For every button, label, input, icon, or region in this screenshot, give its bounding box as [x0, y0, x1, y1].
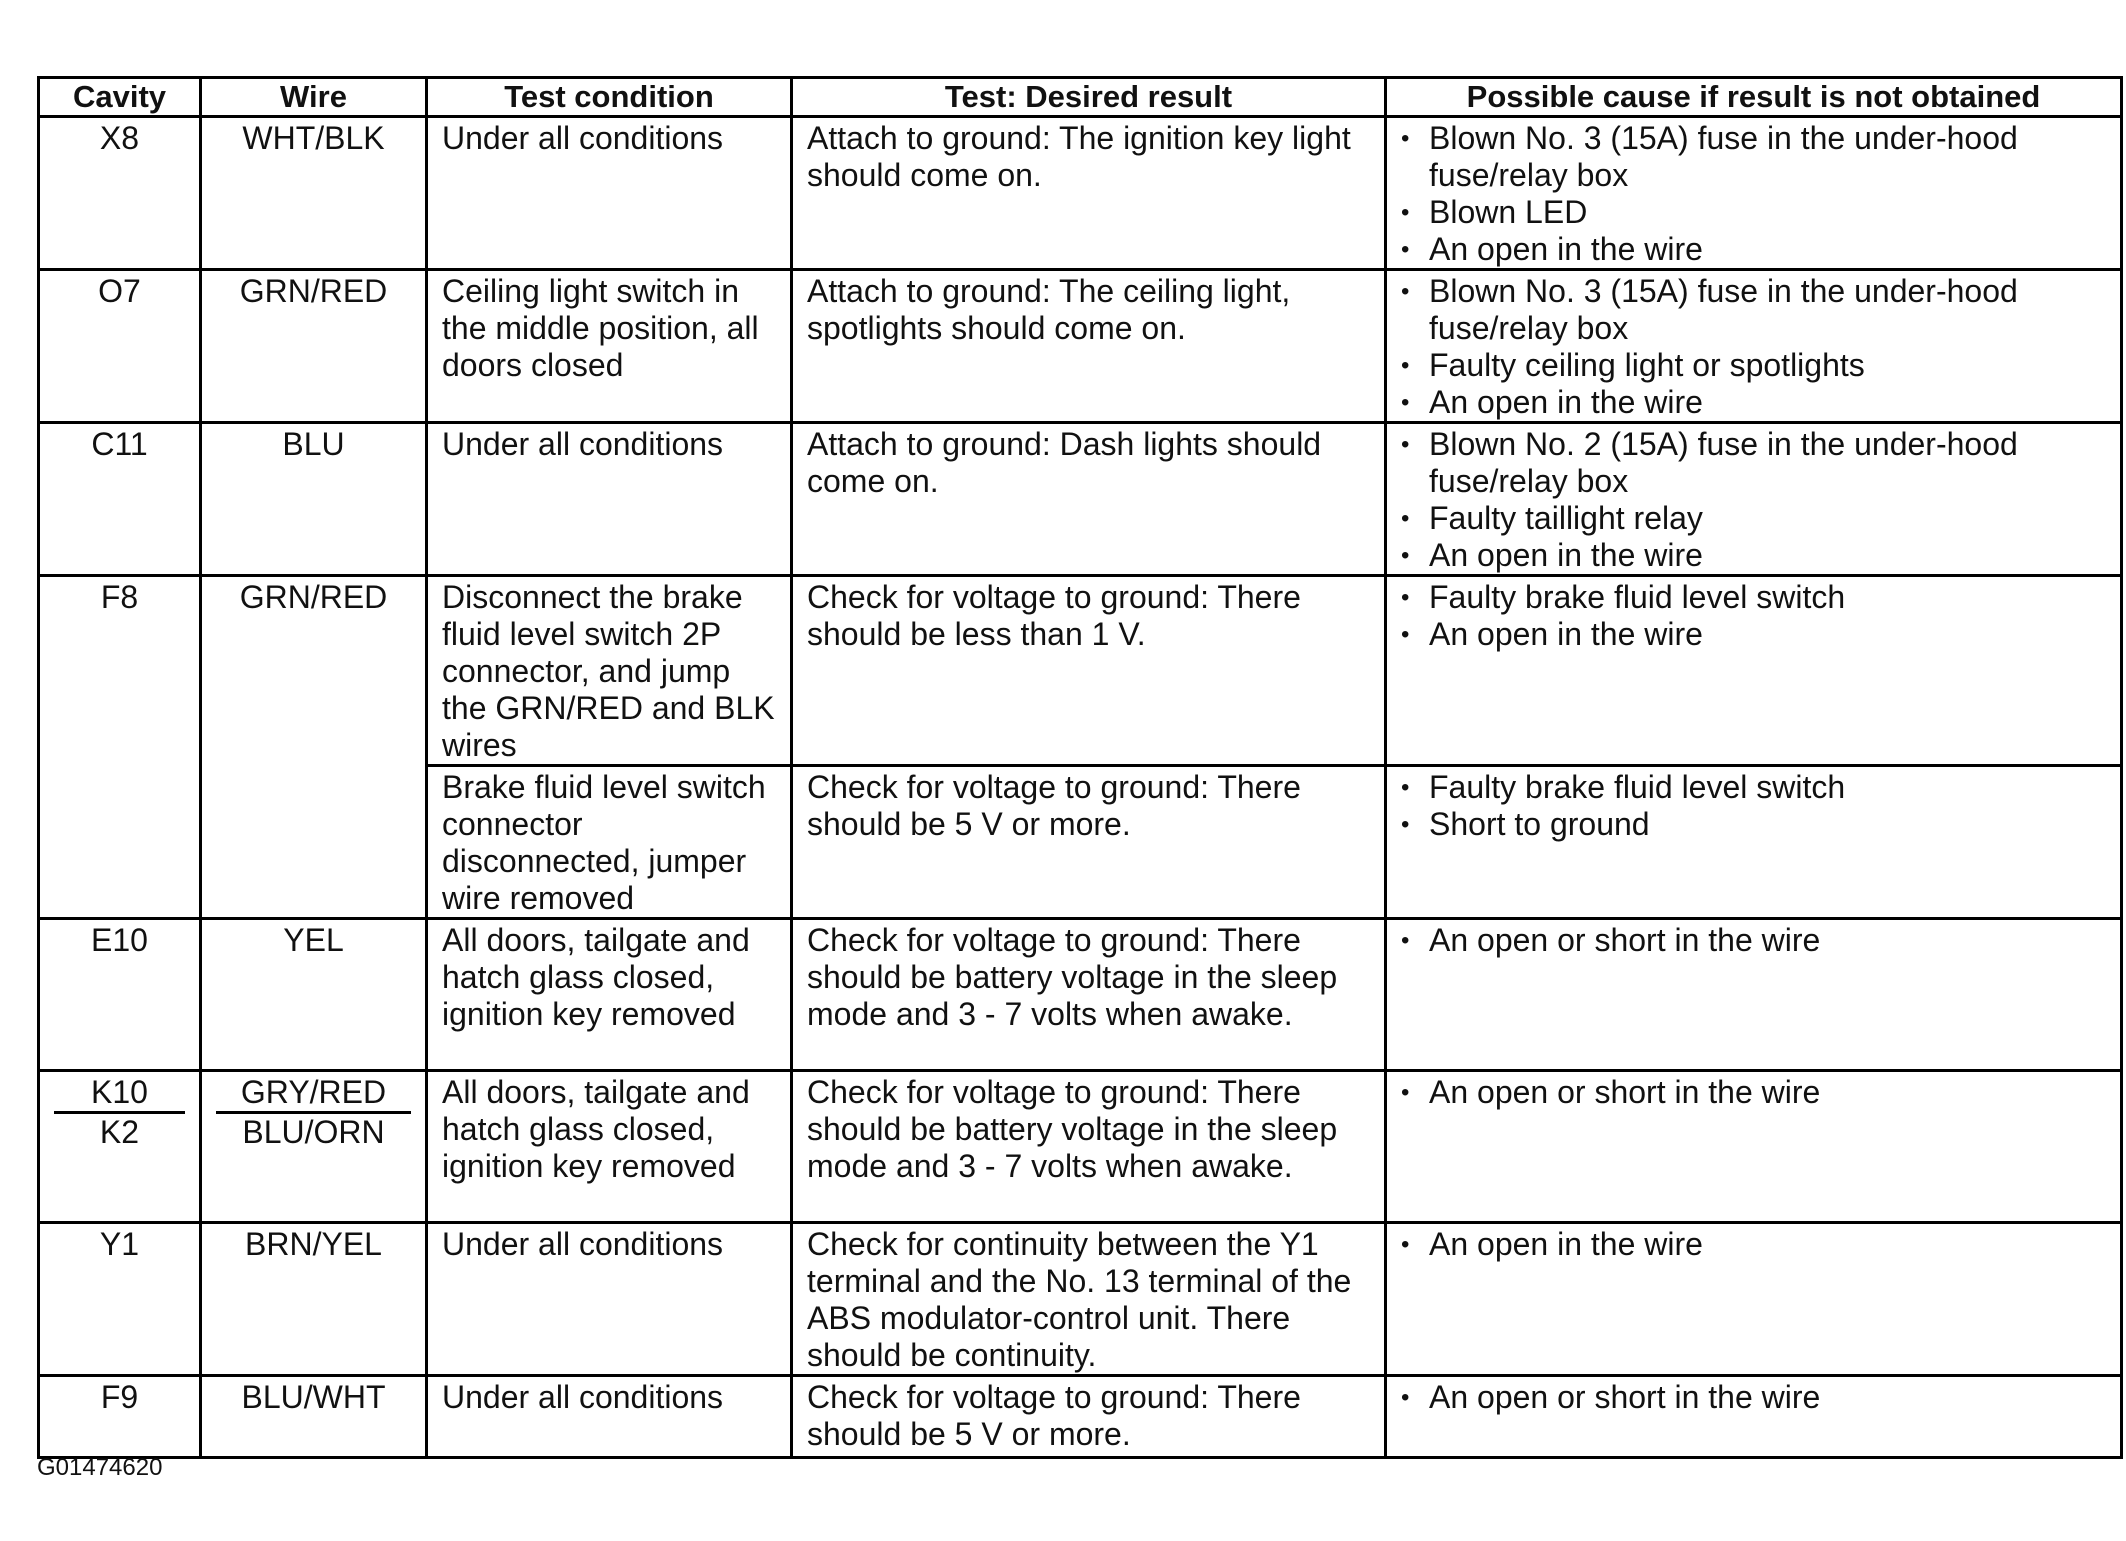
cause-item: • An open in the wire	[1401, 231, 2106, 268]
cavity-cell	[39, 1071, 201, 1223]
cavity-cell: C11	[39, 423, 201, 576]
cause-cell	[1386, 1223, 2122, 1376]
cause-item: • An open in the wire	[1401, 537, 2106, 574]
result-cell: Check for voltage to ground: There should be 5 V or more.	[792, 1376, 1386, 1458]
header-possible-cause: Possible cause if result is not obtained	[1386, 78, 2122, 117]
cause-item: • Short to ground	[1401, 806, 2106, 843]
table-header-row	[39, 78, 2122, 117]
cause-item: • An open in the wire	[1401, 384, 2106, 421]
cavity-cell: X8	[39, 117, 201, 270]
cause-cell	[1386, 117, 2122, 270]
wire-cell: GRN/RED	[201, 576, 427, 919]
wire-cell	[201, 1071, 427, 1223]
cause-item: • Faulty brake fluid level switch	[1401, 579, 2106, 616]
cavity-cell: F9	[39, 1376, 201, 1458]
cavity-cell: F8	[39, 576, 201, 919]
condition-cell: Ceiling light switch in the middle position, all doors closed	[427, 270, 792, 423]
wire-cell: WHT/BLK	[201, 117, 427, 270]
header-test-condition: Test condition	[427, 78, 792, 117]
wire-value-2: BLU/ORN	[242, 1114, 385, 1150]
result-cell: Check for voltage to ground: There should be battery voltage in the sleep mode and 3 - 7 volts when awake.	[792, 919, 1386, 1071]
cause-item: • Faulty taillight relay	[1401, 500, 2106, 537]
result-cell: Attach to ground: Dash lights should come on.	[792, 423, 1386, 576]
cause-item: • Faulty brake fluid level switch	[1401, 769, 2106, 806]
result-cell: Check for continuity between the Y1 terminal and the No. 13 terminal of the ABS modulator-control unit. There should be continuity.	[792, 1223, 1386, 1376]
table-row	[39, 270, 2122, 423]
cause-list	[1401, 1379, 2106, 1416]
table-row	[39, 117, 2122, 270]
result-cell: Check for voltage to ground: There should be battery voltage in the sleep mode and 3 - 7 volts when awake.	[792, 1071, 1386, 1223]
cause-item: • An open in the wire	[1401, 1226, 2106, 1263]
cause-item: • An open in the wire	[1401, 616, 2106, 653]
cause-item: • Faulty ceiling light or spotlights	[1401, 347, 2106, 384]
test-table-container	[37, 76, 2120, 1459]
condition-cell: Disconnect the brake fluid level switch 2P connector, and jump the GRN/RED and BLK wires	[427, 576, 792, 766]
wire-cell: GRN/RED	[201, 270, 427, 423]
condition-cell: All doors, tailgate and hatch glass closed, ignition key removed	[427, 919, 792, 1071]
cavity-cell: Y1	[39, 1223, 201, 1376]
cause-item: • An open or short in the wire	[1401, 1074, 2106, 1111]
wire-value: GRY/RED	[216, 1074, 411, 1114]
cause-item: • Blown No. 3 (15A) fuse in the under-hood fuse/relay box	[1401, 120, 2106, 194]
result-cell: Attach to ground: The ignition key light should come on.	[792, 117, 1386, 270]
cavity-cell: E10	[39, 919, 201, 1071]
result-cell: Attach to ground: The ceiling light, spotlights should come on.	[792, 270, 1386, 423]
table-row	[39, 1071, 2122, 1223]
table-row	[39, 1223, 2122, 1376]
condition-cell: Under all conditions	[427, 117, 792, 270]
cause-cell	[1386, 1376, 2122, 1458]
cause-cell	[1386, 919, 2122, 1071]
cause-cell	[1386, 766, 2122, 919]
figure-id: G01474620	[37, 1454, 163, 1481]
table-row	[39, 1376, 2122, 1458]
cause-item: • An open or short in the wire	[1401, 1379, 2106, 1416]
cause-cell	[1386, 1071, 2122, 1223]
table-row	[39, 423, 2122, 576]
table-row	[39, 576, 2122, 766]
condition-cell: Under all conditions	[427, 1376, 792, 1458]
cavity-cell: O7	[39, 270, 201, 423]
cavity-value: K10	[54, 1074, 185, 1114]
table-row	[39, 919, 2122, 1071]
condition-cell: Brake fluid level switch connector disconnected, jumper wire removed	[427, 766, 792, 919]
cause-list	[1401, 426, 2106, 574]
cause-list	[1401, 1226, 2106, 1263]
cause-item: • An open or short in the wire	[1401, 922, 2106, 959]
condition-cell: Under all conditions	[427, 1223, 792, 1376]
cause-list	[1401, 273, 2106, 421]
wire-cell: YEL	[201, 919, 427, 1071]
cause-cell	[1386, 576, 2122, 766]
result-cell: Check for voltage to ground: There should be 5 V or more.	[792, 766, 1386, 919]
condition-cell: All doors, tailgate and hatch glass closed, ignition key removed	[427, 1071, 792, 1223]
result-cell: Check for voltage to ground: There should be less than 1 V.	[792, 576, 1386, 766]
wire-cell: BRN/YEL	[201, 1223, 427, 1376]
wire-cell: BLU	[201, 423, 427, 576]
cause-item: • Blown LED	[1401, 194, 2106, 231]
condition-cell: Under all conditions	[427, 423, 792, 576]
cavity-value-2: K2	[99, 1114, 140, 1150]
cause-cell	[1386, 270, 2122, 423]
cause-list	[1401, 579, 2106, 653]
cause-list	[1401, 1074, 2106, 1111]
cause-list	[1401, 922, 2106, 959]
wire-cell: BLU/WHT	[201, 1376, 427, 1458]
header-cavity: Cavity	[39, 78, 201, 117]
header-desired-result: Test: Desired result	[792, 78, 1386, 117]
test-table	[37, 76, 2123, 1459]
cause-list	[1401, 120, 2106, 268]
cause-cell	[1386, 423, 2122, 576]
cause-item: • Blown No. 2 (15A) fuse in the under-hood fuse/relay box	[1401, 426, 2106, 500]
cause-list	[1401, 769, 2106, 843]
header-wire: Wire	[201, 78, 427, 117]
cause-item: • Blown No. 3 (15A) fuse in the under-hood fuse/relay box	[1401, 273, 2106, 347]
